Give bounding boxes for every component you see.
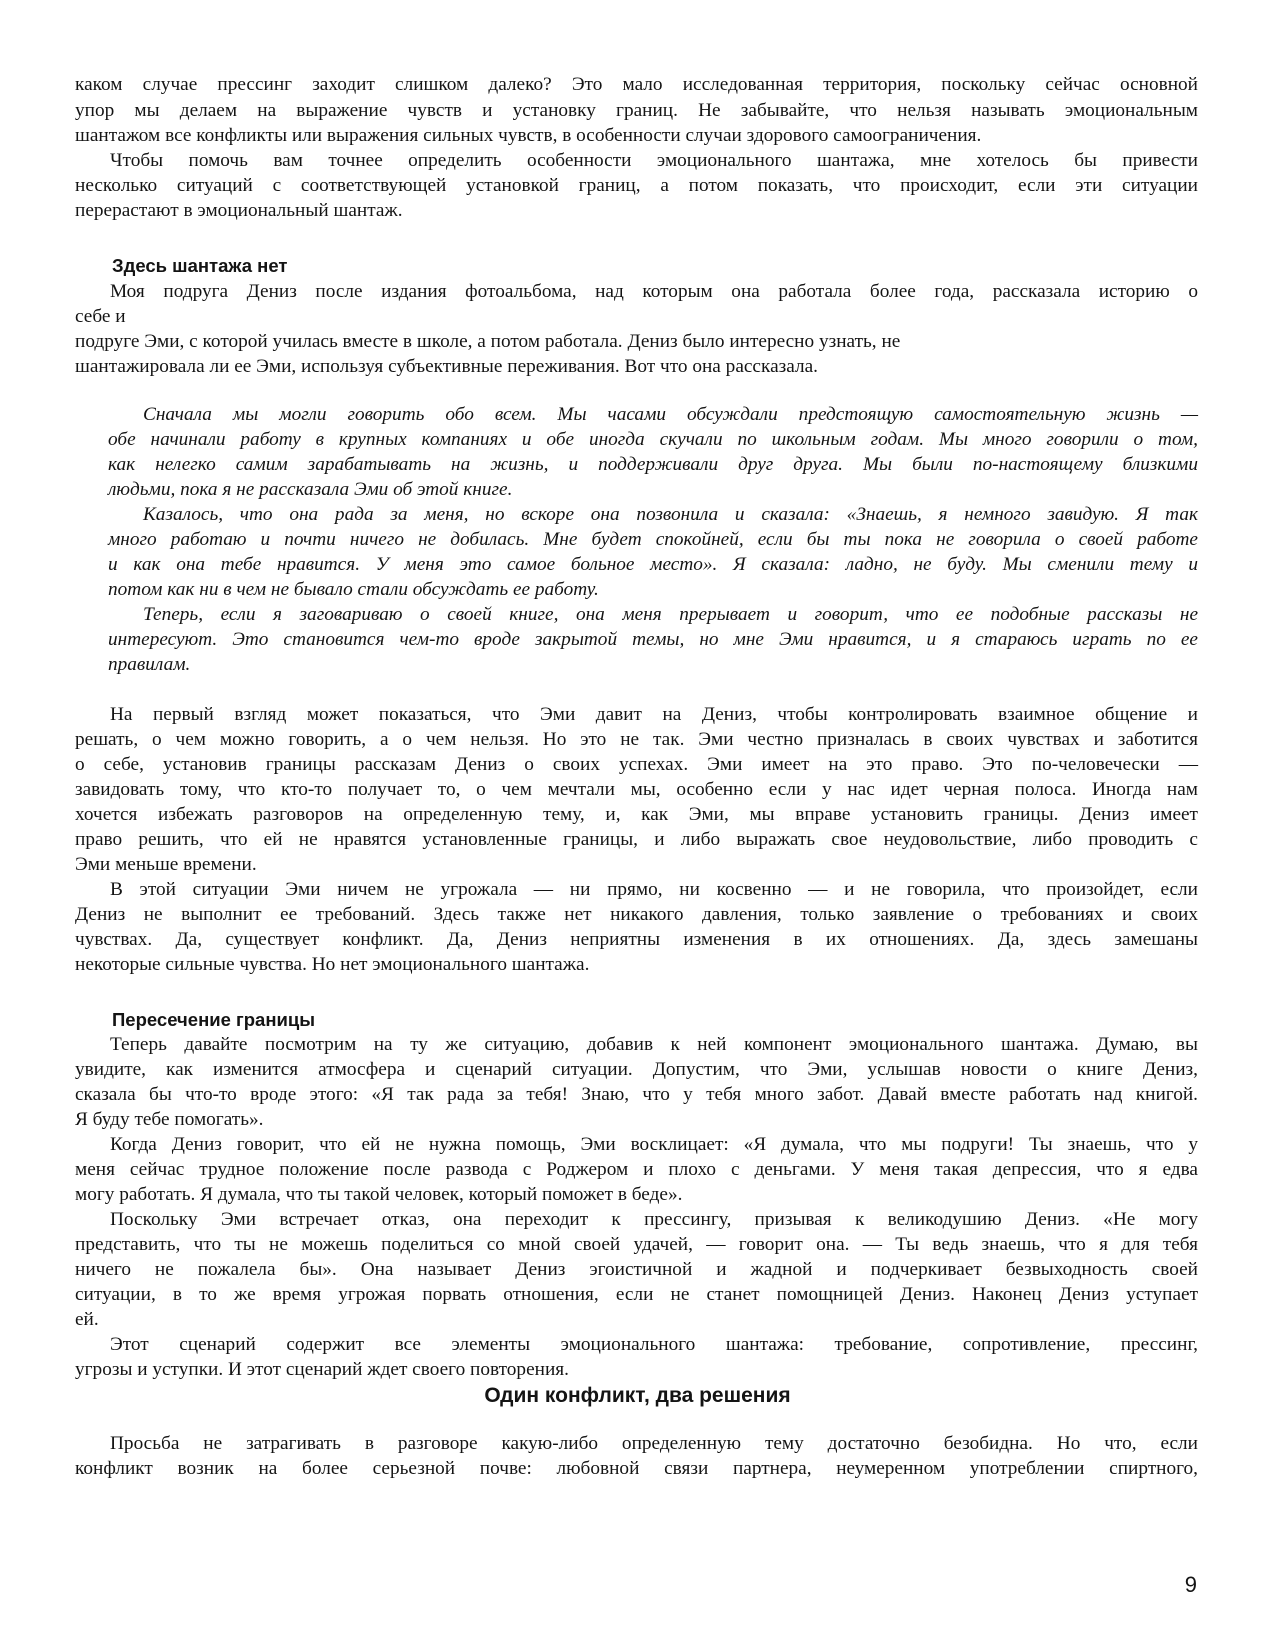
text-line: шантажом все конфликты или выражения сильных чувств, в особенности случаи здорового самоограничения. <box>75 125 982 146</box>
section-heading: Один конфликт, два решения <box>484 1384 791 1407</box>
text-line: конфликт возник на более серьезной почве: любовной связи партнера, неумеренном употреблении спиртного, <box>75 1458 1198 1479</box>
text-line: увидите, как изменится атмосфера и сценарий ситуации. Допустим, что Эми, услышав новости о книге Дениз, <box>75 1059 1198 1080</box>
text-line: чувствах. Да, существует конфликт. Да, Дениз неприятны изменения в их отношениях. Да, здесь замешаны <box>75 929 1198 950</box>
text-line: решать, о чем можно говорить, а о чем нельзя. Но это не так. Эми честно призналась в своих чувствах и заботится <box>75 729 1198 750</box>
quote-line: потом как ни в чем не бывало стали обсуждать ее работу. <box>108 579 599 600</box>
text-line: сказала бы что-то вроде этого: «Я так рада за тебя! Знаю, что у тебя много забот. Давай вместе работать над книгой. <box>75 1084 1198 1105</box>
text-line: несколько ситуаций с соответствующей установкой границ, а потом показать, что происходит, если эти ситуации <box>75 175 1198 196</box>
text-line: меня сейчас трудное положение после развода с Роджером и плохо с деньгами. У меня такая депрессия, что я едва <box>75 1159 1198 1180</box>
text-line: Дениз не выполнит ее требований. Здесь также нет никакого давления, только заявление о требованиях и своих <box>75 904 1198 925</box>
text-line: Поскольку Эми встречает отказ, она переходит к прессингу, призывая к великодушию Дениз. «Не могу <box>110 1209 1198 1230</box>
text-line: угрозы и уступки. И этот сценарий ждет своего повторения. <box>75 1359 569 1380</box>
quote-line: много работаю и почти ничего не добилась. Мне будет спокойней, если бы ты пока не говорила о своей работе <box>108 529 1198 550</box>
text-line: шантажировала ли ее Эми, используя субъективные переживания. Вот что она рассказала. <box>75 356 818 377</box>
text-line: подруге Эми, с которой училась вместе в школе, а потом работала. Дениз было интересно узнать, не <box>75 331 901 352</box>
text-line: перерастают в эмоциональный шантаж. <box>75 200 403 221</box>
text-line: себе и <box>75 306 126 327</box>
text-line: Этот сценарий содержит все элементы эмоционального шантажа: требование, сопротивление, прессинг, <box>110 1334 1198 1355</box>
section-subheading: Здесь шантажа нет <box>112 255 288 276</box>
text-line: Когда Дениз говорит, что ей не нужна помощь, Эми восклицает: «Я думала, что мы подруги! Ты знаешь, что у <box>110 1134 1198 1155</box>
quote-line: Сначала мы могли говорить обо всем. Мы часами обсуждали предстоящую самостоятельную жизнь — <box>143 404 1198 425</box>
text-line: ситуации, в то же время угрожая порвать отношения, если не станет помощницей Дениз. Наконец Дениз уступает <box>75 1284 1198 1305</box>
text-line: могу работать. Я думала, что ты такой человек, который поможет в беде». <box>75 1184 683 1205</box>
text-line: каком случае прессинг заходит слишком далеко? Это мало исследованная территория, поскольку сейчас основной <box>75 74 1198 95</box>
text-line: ей. <box>75 1309 99 1330</box>
text-line: Теперь давайте посмотрим на ту же ситуацию, добавив к ней компонент эмоционального шантажа. Думаю, вы <box>110 1034 1198 1055</box>
text-line: хочется избежать разговоров на определенную тему, и, как Эми, мы вправе установить границы. Дениз имеет <box>75 804 1198 825</box>
text-line: Чтобы помочь вам точнее определить особенности эмоционального шантажа, мне хотелось бы привести <box>110 150 1198 171</box>
quote-line: интересуют. Это становится чем-то вроде закрытой темы, но мне Эми нравится, и я стараюсь играть по ее <box>108 629 1198 650</box>
quote-line: как нелегко самим зарабатывать на жизнь, и поддерживали друг друга. Мы были по-настоящему близкими <box>108 454 1198 475</box>
text-line: о себе, установив границы рассказам Дениз о своих успехах. Эми имеет на это право. Это по-человечески — <box>75 754 1198 775</box>
section-subheading: Пересечение границы <box>112 1009 316 1030</box>
text-line: право решить, что ей не нравятся установленные границы, и либо выражать свое неудовольствие, либо проводить с <box>75 829 1198 850</box>
quote-line: и как она тебе нравится. У меня это самое больное место». Я сказала: ладно, не буду. Мы сменили тему и <box>108 554 1198 575</box>
text-line: представить, что ты не можешь поделиться со мной своей удачей, — говорит она. — Ты ведь знаешь, что я для тебя <box>75 1234 1198 1255</box>
text-line: Эми меньше времени. <box>75 854 257 875</box>
quote-line: правилам. <box>108 654 191 675</box>
quote-line: обе начинали работу в крупных компаниях и обе иногда скучали по школьным годам. Мы много говорили о том, <box>108 429 1198 450</box>
page-number: 9 <box>1184 1572 1197 1597</box>
text-line: Просьба не затрагивать в разговоре какую-либо определенную тему достаточно безобидна. Но что, если <box>110 1433 1198 1454</box>
quote-line: людьми, пока я не рассказала Эми об этой книге. <box>108 479 513 500</box>
text-line: некоторые сильные чувства. Но нет эмоционального шантажа. <box>75 954 590 975</box>
text-line: В этой ситуации Эми ничем не угрожала — ни прямо, ни косвенно — и не говорила, что произойдет, если <box>110 879 1198 900</box>
text-line: Я буду тебе помогать». <box>75 1109 264 1130</box>
quote-line: Казалось, что она рада за меня, но вскоре она позвонила и сказала: «Знаешь, я немного завидую. Я так <box>143 504 1198 525</box>
text-line: Моя подруга Дениз после издания фотоальбома, над которым она работала более года, рассказала историю о <box>110 281 1198 302</box>
text-line: На первый взгляд может показаться, что Эми давит на Дениз, чтобы контролировать взаимное общение и <box>110 704 1198 725</box>
text-line: завидовать тому, что кто-то получает то, о чем мечтали мы, особенно если у нас идет черная полоса. Иногда нам <box>75 779 1198 800</box>
text-line: ничего не пожалела бы». Она называет Дениз эгоистичной и жадной и подчеркивает безвыходность своей <box>75 1259 1198 1280</box>
text-line: упор мы делаем на выражение чувств и установку границ. Не забывайте, что нельзя называть эмоциональным <box>75 100 1198 121</box>
quote-line: Теперь, если я заговариваю о своей книге, она меня прерывает и говорит, что ее подобные рассказы не <box>143 604 1198 625</box>
